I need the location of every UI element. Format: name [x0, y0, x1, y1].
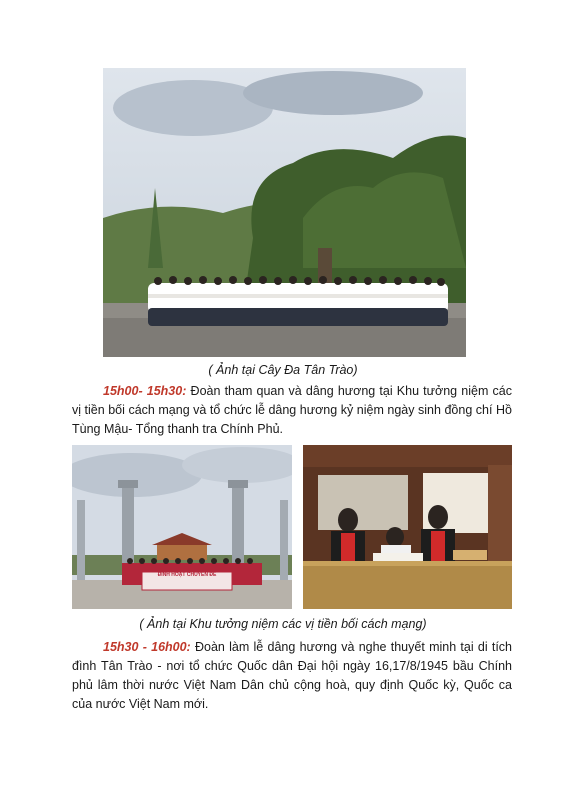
- banner-text: ĐINH HOẠT CHUYÊN ĐỀ: [157, 572, 217, 578]
- group-photo-memorial-gate: [72, 445, 292, 609]
- photo-caption-memorial: ( Ảnh tại Khu tưởng niệm các vị tiền bối cách mạng): [139, 617, 427, 631]
- itinerary-paragraph-memorial: [72, 382, 512, 439]
- time-range-memorial: 15h00- 15h30:: [103, 384, 187, 398]
- itinerary-paragraph-dinh-tan-trao: [72, 638, 512, 714]
- photo-guestbook-signing: [303, 445, 512, 609]
- time-range-dinh-tan-trao: 15h30 - 16h00:: [103, 640, 191, 654]
- group-photo-banyan-tree: [103, 68, 466, 357]
- photo-caption-banyan: ( Ảnh tại Cây Đa Tân Trào): [208, 363, 358, 377]
- itinerary-text-memorial: Đoàn tham quan và dâng hương tại Khu tưởng niệm các vị tiền bối cách mạng và tổ chức lễ dâng hương kỷ niệm ngày sinh đồng chí Hồ Tùng Mậu- Tổng thanh tra Chính Phủ.: [72, 384, 512, 436]
- itinerary-text-dinh-tan-trao: Đoàn làm lễ dâng hương và nghe thuyết minh tại di tích đình Tân Trào - nơi tổ chức Quốc dân Đại hội ngày 16,17/8/1945 bầu Chính phủ lâm thời nước Việt Nam Dân chủ cộng hoà, quy định Quốc kỳ, Quốc ca của nước Việt Nam mới.: [72, 640, 512, 711]
